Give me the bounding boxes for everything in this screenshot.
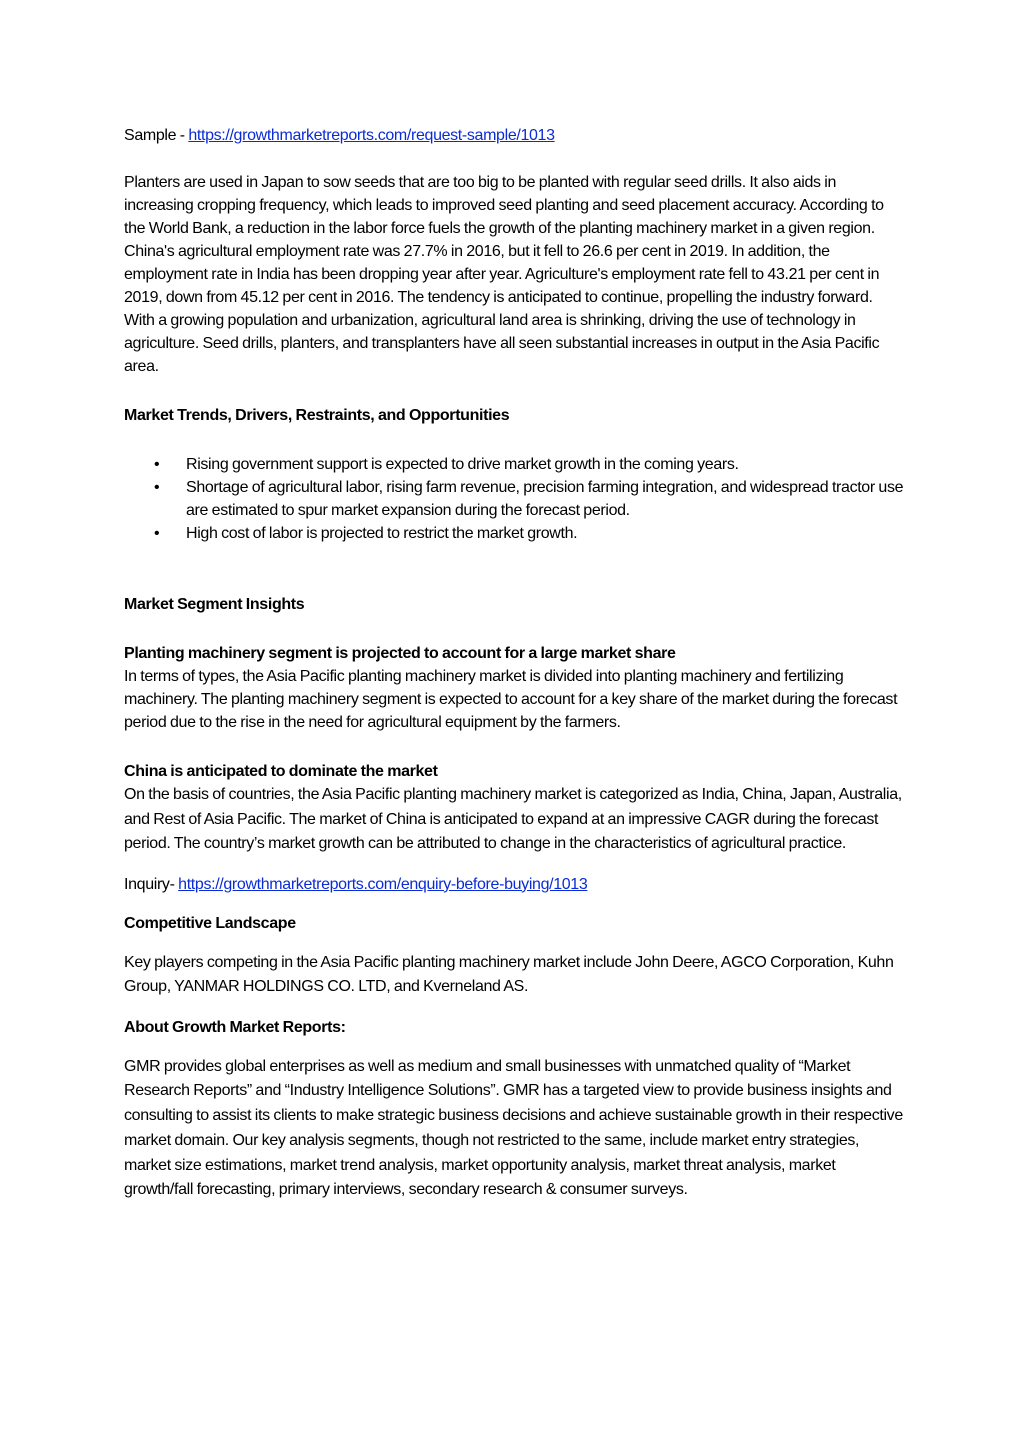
intro-paragraph: Planters are used in Japan to sow seeds that are too big to be planted with regular seed drills. It also aids in increasing cropping frequency, which leads to improved seed planting and seed placement accuracy. According to the World Bank, a reduction in the labor force fuels the growth of the planting machinery market in a given region. China's agricultural employment rate was 27.7% in 2016, but it fell to 26.6 per cent in 2019. In addition, the employment rate in India has been dropping year after year. Agriculture's employment rate fell to 43.21 per cent in 2019, down from 45.12 per cent in 2016. The tendency is anticipated to continue, propelling the industry forward. With a growing population and urbanization, agricultural land area is shrinking, driving the use of technology in agriculture. Seed drills, planters, and transplanters have all seen substantial increases in output in the Asia Pacific area.	[124, 174, 884, 375]
about-body: GMR provides global enterprises as well as medium and small businesses with unmatched quality of “Market Research Reports” and “Industry Intelligence Solutions”. GMR has a targeted view to provide business insights and consulting to assist its clients to make strategic business decisions and achieve sustainable growth in their respective market domain. Our key analysis segments, though not restricted to the same, include market entry strategies, market size estimations, market trend analysis, market opportunity analysis, market threat analysis, market growth/fall forecasting, primary interviews, secondary research & consumer surveys.	[124, 1057, 903, 1199]
document-page	[124, 124, 904, 1203]
trends-list	[124, 453, 904, 545]
competitive-body: Key players competing in the Asia Pacific planting machinery market include John Deere, AGCO Corporation, Kuhn Group, YANMAR HOLDINGS CO. LTD, and Kverneland AS.	[124, 953, 894, 995]
spacer	[124, 1039, 904, 1055]
type-subheading: Planting machinery segment is projected to account for a large market share	[124, 645, 676, 662]
type-body: In terms of types, the Asia Pacific planting machinery market is divided into planting machinery and fertilizing machinery. The planting machinery segment is expected to account for a key share of the market during the forecast period due to the rise in the need for agricultural equipment by the farmers.	[124, 668, 898, 731]
country-subheading: China is anticipated to dominate the market	[124, 763, 438, 780]
competitive-heading: Competitive Landscape	[124, 914, 296, 932]
spacer	[124, 857, 904, 873]
list-item	[124, 476, 904, 522]
list-item-text: Shortage of agricultural labor, rising farm revenue, precision farming integration, and widespread tractor use are estimated to spur market expansion during the forecast period.	[186, 479, 904, 519]
bullet-icon: •	[154, 525, 160, 542]
inquiry-link[interactable]: https://growthmarketreports.com/enquiry-before-buying/1013	[178, 875, 588, 893]
spacer	[124, 1000, 904, 1016]
spacer	[124, 734, 904, 760]
list-item	[124, 453, 904, 476]
bullet-icon: •	[154, 479, 160, 496]
list-item-text: Rising government support is expected to drive market growth in the coming years.	[186, 456, 739, 473]
inquiry-line	[124, 873, 904, 896]
list-item-text: High cost of labor is projected to restrict the market growth.	[186, 525, 578, 542]
spacer	[124, 896, 904, 912]
spacer	[124, 616, 904, 642]
list-item	[124, 522, 904, 545]
country-body: On the basis of countries, the Asia Pacific planting machinery market is categorized as India, China, Japan, Australia, and Rest of Asia Pacific. The market of China is anticipated to expand at an impressive CAGR during the forecast period. The country’s market growth can be attributed to change in the characteristics of agricultural practice.	[124, 786, 902, 852]
inquiry-label: Inquiry-	[124, 875, 179, 893]
about-heading: About Growth Market Reports:	[124, 1018, 346, 1036]
sample-label: Sample -	[124, 127, 189, 144]
spacer	[124, 378, 904, 404]
segment-insights-heading: Market Segment Insights	[124, 596, 305, 613]
spacer	[124, 427, 904, 453]
spacer	[124, 147, 904, 171]
sample-line	[124, 124, 904, 147]
trends-heading: Market Trends, Drivers, Restraints, and Opportunities	[124, 407, 510, 424]
spacer	[124, 545, 904, 593]
spacer	[124, 935, 904, 951]
bullet-icon: •	[154, 456, 160, 473]
sample-link[interactable]: https://growthmarketreports.com/request-sample/1013	[188, 127, 555, 144]
